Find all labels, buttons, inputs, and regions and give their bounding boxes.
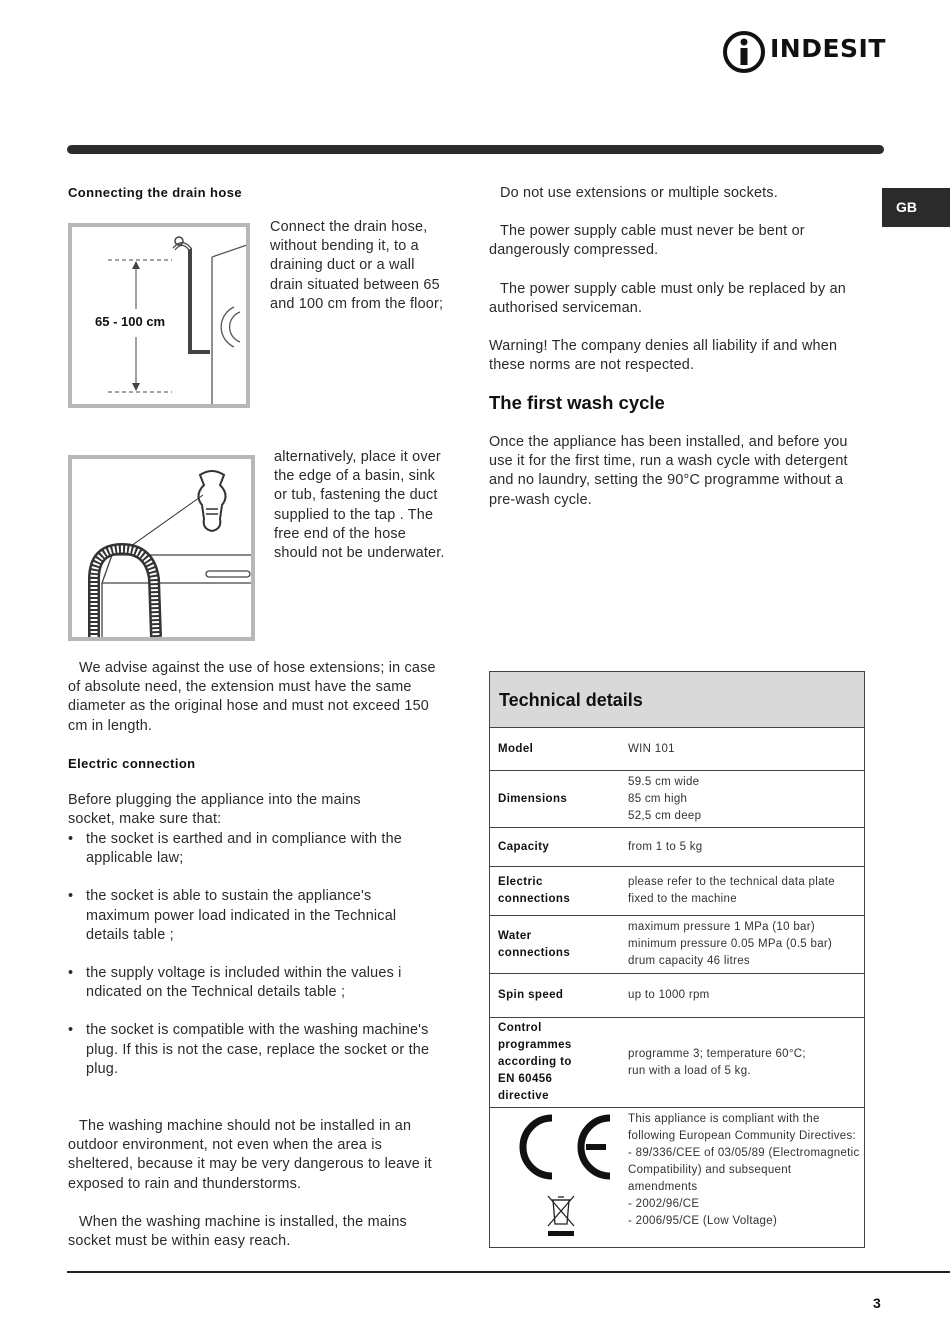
row-value: from 1 to 5 kg bbox=[628, 840, 703, 853]
compliance-text: This appliance is compliant with the following European Community Directives: - 89/336/CEE of 03/05/89 (Electromagnetic Compatibility) and subsequent amendments - 2002/96/CE - 2006/95/CE (Low Voltage) bbox=[628, 1113, 860, 1227]
table-row bbox=[490, 828, 864, 867]
liability-warning: Warning! The company denies all liability if and when these norms are not respected. bbox=[489, 338, 838, 374]
no-extensions-note: Do not use extensions or multiple sockets. bbox=[500, 185, 778, 201]
row-label: Dimensions bbox=[498, 792, 568, 805]
electric-checklist bbox=[68, 830, 438, 1079]
row-label: Capacity bbox=[498, 840, 550, 853]
row-value: maximum pressure 1 MPa (10 bar) minimum pressure 0.05 MPa (0.5 bar) drum capacity 46 litres bbox=[628, 921, 833, 967]
drain-hose-text-1: Connect the drain hose, without bending it, to a draining duct or a wall drain situated between 65 and 100 cm from the floor; bbox=[270, 219, 444, 312]
row-value: up to 1000 rpm bbox=[628, 989, 710, 1001]
drain-hose-text-2: alternatively, place it over the edge of a basin, sink or tub, fastening the duct supplied to the tap . The free end of the hose should not be underwater. bbox=[274, 449, 445, 562]
first-wash-text: Once the appliance has been installed, and before you use it for the first time, run a wash cycle with detergent and no laundry, setting the 90°C programme without a pre-wash cycle. bbox=[489, 434, 848, 508]
table-row-compliance bbox=[490, 1108, 864, 1247]
electric-connection-heading: Electric connection bbox=[68, 756, 196, 771]
weee-bin-icon bbox=[544, 1194, 578, 1238]
checklist-item: • the socket is able to sustain the appliance's maximum power load indicated in the Technical details table ; bbox=[68, 887, 438, 945]
hose-extensions-note: We advise against the use of hose extensions; in case of absolute need, the extension must have the same diameter as the original hose and must not exceed 150 cm in length. bbox=[68, 660, 436, 734]
checklist-item: • the socket is compatible with the washing machine's plug. If this is not the case, replace the socket or the plug. bbox=[68, 1021, 438, 1079]
table-row bbox=[490, 771, 864, 828]
footer-rule bbox=[67, 1271, 950, 1273]
first-wash-heading: The first wash cycle bbox=[489, 392, 665, 413]
row-value: programme 3; temperature 60°C; run with a load of 5 kg. bbox=[628, 1047, 806, 1077]
row-label: Control programmes according to EN 60456 directive bbox=[498, 1022, 572, 1102]
outdoor-note: The washing machine should not be installed in an outdoor environment, not even when the area is sheltered, because it may be very dangerous to leave it exposed to rain and thunderstorms. bbox=[68, 1118, 432, 1192]
row-label: Model bbox=[498, 742, 534, 755]
table-row bbox=[490, 728, 864, 771]
language-tab: GB bbox=[882, 188, 950, 227]
electric-intro: Before plugging the appliance into the mains socket, make sure that: bbox=[68, 792, 361, 828]
cable-bent-note: The power supply cable must never be bent or dangerously compressed. bbox=[489, 223, 805, 259]
basin-drain-illustration bbox=[68, 455, 255, 641]
drain-hose-heading: Connecting the drain hose bbox=[68, 185, 242, 200]
basin-drain-drawing bbox=[72, 459, 251, 637]
brand-name: INDESIT bbox=[770, 34, 886, 63]
table-row bbox=[490, 867, 864, 916]
row-label: Spin speed bbox=[498, 989, 564, 1001]
page-number: 3 bbox=[873, 1295, 881, 1311]
row-value: WIN 101 bbox=[628, 742, 675, 755]
row-label: Electric connections bbox=[498, 876, 571, 905]
row-label: Water connections bbox=[498, 929, 571, 959]
checklist-item: • the supply voltage is included within the values i ndicated on the Technical details table ; bbox=[68, 964, 438, 1002]
row-value: 59.5 cm wide 85 cm high 52,5 cm deep bbox=[628, 775, 702, 822]
row-value: please refer to the technical data plate fixed to the machine bbox=[628, 876, 835, 905]
table-row bbox=[490, 974, 864, 1018]
header-rule bbox=[67, 145, 884, 154]
dimension-label: 65 - 100 cm bbox=[95, 314, 166, 329]
compliance-marks bbox=[490, 1108, 620, 1247]
reach-note: When the washing machine is installed, the mains socket must be within easy reach. bbox=[68, 1214, 407, 1250]
table-row bbox=[490, 1018, 864, 1108]
checklist-item: • the socket is earthed and in compliance with the applicable law; bbox=[68, 830, 438, 868]
technical-details-table bbox=[489, 671, 865, 1248]
cable-replace-note: The power supply cable must only be replaced by an authorised serviceman. bbox=[489, 281, 846, 317]
table-row bbox=[490, 916, 864, 974]
technical-details-heading: Technical details bbox=[490, 672, 864, 728]
